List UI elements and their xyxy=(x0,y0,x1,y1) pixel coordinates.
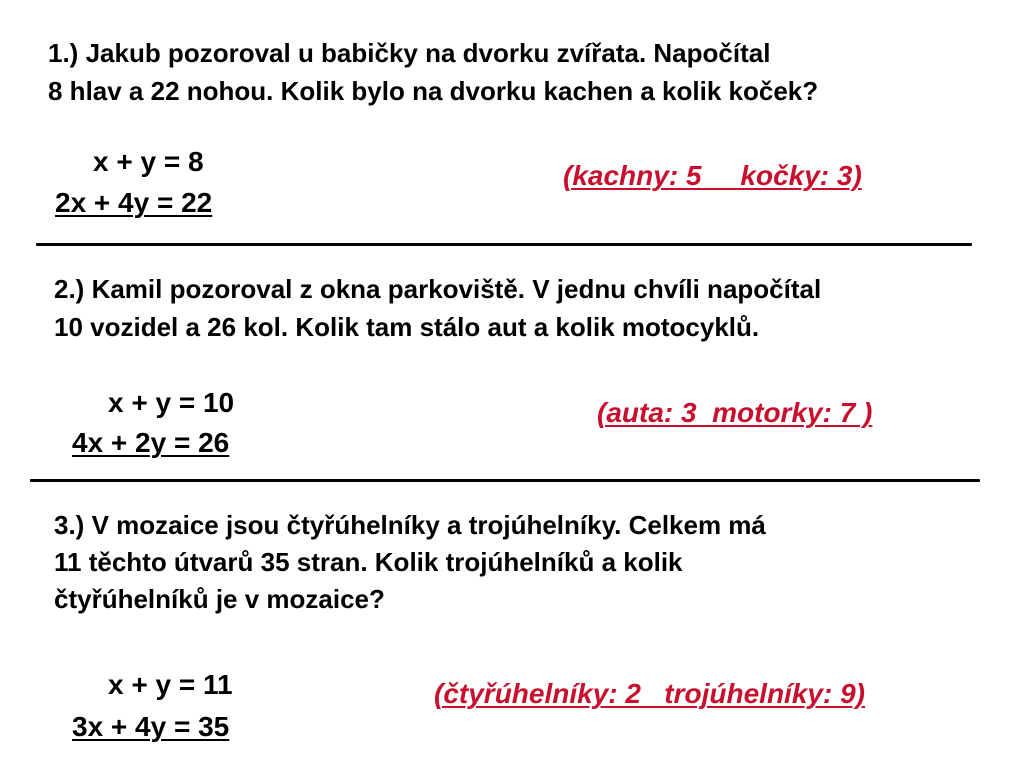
divider-2 xyxy=(30,479,980,482)
problem-1-equation-2: 2x + 4y = 22 xyxy=(55,187,213,218)
problem-2-equation-1: x + y = 10 xyxy=(108,387,235,418)
problem-3-equation-2: 3x + 4y = 35 xyxy=(72,711,230,742)
problem-1-answer: (kachny: 5 kočky: 3) xyxy=(563,160,862,191)
problem-3-answer: (čtyřúhelníky: 2 trojúhelníky: 9) xyxy=(434,678,865,709)
problem-3-text-line-3: čtyřúhelníků je v mozaice? xyxy=(54,584,385,614)
problem-3-equation-1: x + y = 11 xyxy=(108,669,233,700)
problem-2-equation-2: 4x + 2y = 26 xyxy=(72,427,230,458)
problem-2-text-line-1: 2.) Kamil pozoroval z okna parkoviště. V jednu chvíli napočítal xyxy=(54,274,822,304)
problem-1-equation-1: x + y = 8 xyxy=(93,146,204,177)
problem-2-text-line-2: 10 vozidel a 26 kol. Kolik tam stálo aut a kolik motocyklů. xyxy=(54,312,760,342)
problem-1-text-line-1: 1.) Jakub pozoroval u babičky na dvorku zvířata. Napočítal xyxy=(48,38,771,68)
divider-1 xyxy=(36,243,972,246)
problem-1-text-line-2: 8 hlav a 22 nohou. Kolik bylo na dvorku kachen a kolik koček? xyxy=(48,76,819,106)
problem-3-text-line-1: 3.) V mozaice jsou čtyřúhelníky a trojúhelníky. Celkem má xyxy=(54,510,766,540)
problem-2-answer: (auta: 3 motorky: 7 ) xyxy=(597,397,873,428)
problem-3-text-line-2: 11 těchto útvarů 35 stran. Kolik trojúhelníků a kolik xyxy=(54,547,683,577)
